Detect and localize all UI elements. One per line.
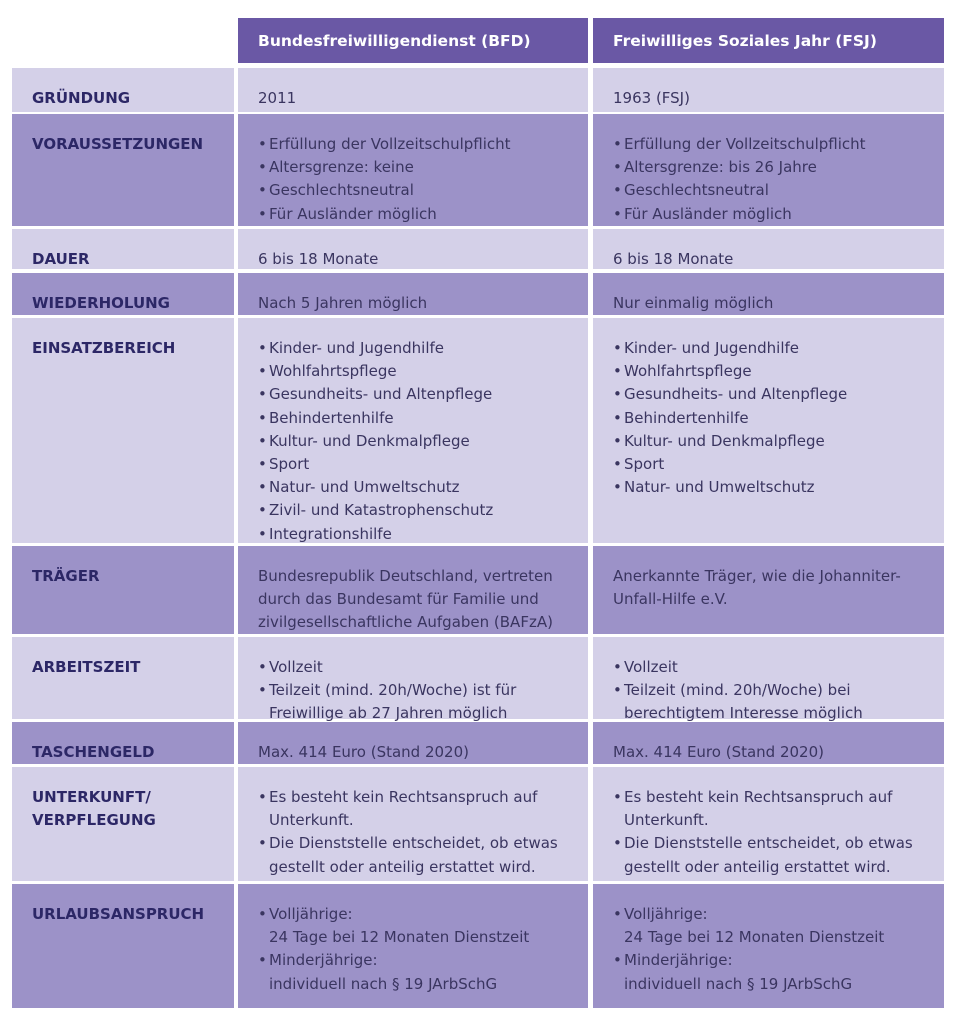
row-label [12,884,234,1008]
row-label-text: GRÜNDUNG [32,89,131,107]
row-label [12,637,234,719]
bfd-cell [238,546,588,634]
fsj-text: Nur einmalig möglich [613,294,774,312]
list-item-text: Kultur- und Denkmalpflege [624,431,825,450]
list-item [258,430,572,453]
row-label-text: EINSATZBEREICH [32,339,176,357]
list-item [613,786,928,832]
list-item-text: Sport [624,455,665,474]
list-item [613,360,928,383]
fsj-list [613,133,928,226]
list-item-text: Für Ausländer möglich [624,204,792,223]
row-label-text: DAUER [32,250,90,268]
list-item [258,949,572,995]
row-traeger [12,546,944,634]
row-urlaubsanspruch [12,884,944,1008]
list-item [258,656,572,679]
list-item [258,179,572,202]
fsj-list [613,903,928,996]
list-item-text: Kultur- und Denkmalpflege [269,431,470,450]
row-label-text: TRÄGER [32,567,100,585]
fsj-cell [593,884,944,1008]
list-item-text: Volljährige: 24 Tage bei 12 Monaten Dienstzeit [269,905,530,947]
list-item [258,679,572,725]
list-item [613,476,928,499]
fsj-text: Max. 414 Euro (Stand 2020) [613,743,824,761]
list-item-text: Erfüllung der Vollzeitschulpflicht [624,135,866,153]
list-item [258,407,572,430]
bfd-cell [238,884,588,1008]
list-item [258,383,572,406]
list-item-text: Behindertenhilfe [624,408,749,427]
fsj-list [613,656,928,726]
column-header-fsj: Freiwilliges Soziales Jahr (FSJ) [593,18,944,63]
list-item-text: Vollzeit [624,658,678,676]
row-gruendung [12,68,944,112]
row-unterkunft-verpflegung [12,767,944,881]
bfd-cell [238,722,588,764]
row-label [12,229,234,269]
list-item-text: Altersgrenze: keine [269,158,414,177]
bfd-cell [238,114,588,226]
list-item-text: Für Ausländer möglich [269,204,437,223]
list-item-text: Teilzeit (mind. 20h/Woche) ist für Freiwillige ab 27 Jahren möglich [269,681,517,723]
list-item [613,656,928,679]
list-item [613,949,928,995]
bfd-list [258,133,572,226]
list-item [613,903,928,949]
row-einsatzbereich [12,318,944,543]
row-label-text: TASCHENGELD [32,743,155,761]
row-label [12,546,234,634]
fsj-text: 6 bis 18 Monate [613,250,734,268]
fsj-list [613,337,928,499]
row-label [12,114,234,226]
list-item-text: Natur- und Umweltschutz [269,478,460,497]
list-item [613,832,928,878]
column-header-bfd: Bundesfreiwilligendienst (BFD) [238,18,588,63]
list-item [613,179,928,202]
list-item [258,156,572,179]
row-label [12,722,234,764]
fsj-cell [593,273,944,315]
bfd-text: Max. 414 Euro (Stand 2020) [258,743,469,761]
list-item-text: Wohlfahrtspflege [269,362,397,381]
fsj-cell [593,114,944,226]
row-label-text: WIEDERHOLUNG [32,294,170,312]
fsj-cell [593,318,944,543]
list-item-text: Integrationshilfe [269,524,392,543]
list-item-text: Altersgrenze: bis 26 Jahre [624,158,817,177]
fsj-cell [593,229,944,269]
list-item-text: Erfüllung der Vollzeitschulpflicht [269,135,511,153]
fsj-text: Anerkannte Träger, wie die Johanniter-Unfall-Hilfe e.V. [613,567,901,609]
list-item-text: Wohlfahrtspflege [624,362,752,381]
fsj-cell [593,767,944,881]
bfd-text: Bundesrepublik Deutschland, vertreten durch das Bundesamt für Familie und zivilgesellschaftliche Aufgaben (BAFzA) [258,567,553,632]
bfd-cell [238,318,588,543]
row-label [12,767,234,881]
bfd-list [258,903,572,996]
row-label [12,318,234,543]
list-item-text: Es besteht kein Rechtsanspruch auf Unterkunft. [269,788,538,830]
row-label-text: ARBEITSZEIT [32,658,141,676]
list-item-text: Die Dienststelle entscheidet, ob etwas gestellt oder anteilig erstattet wird. [624,834,913,876]
list-item [613,407,928,430]
bfd-cell [238,68,588,112]
list-item-text: Minderjährige: individuell nach § 19 JArbSchG [269,951,498,993]
list-item-text: Teilzeit (mind. 20h/Woche) bei berechtigtem Interesse möglich [624,681,863,723]
list-item-text: Geschlechtsneutral [269,181,414,200]
list-item-text: Minderjährige: individuell nach § 19 JArbSchG [624,951,853,993]
fsj-cell [593,68,944,112]
bfd-cell [238,273,588,315]
bfd-text: 6 bis 18 Monate [258,250,379,268]
row-arbeitszeit [12,637,944,723]
row-label-text: URLAUBSANSPRUCH [32,905,205,923]
list-item [258,203,572,226]
row-dauer [12,229,944,269]
list-item-text: Gesundheits- und Altenpflege [624,385,848,404]
fsj-text: 1963 (FSJ) [613,89,690,107]
bfd-text: 2011 [258,89,297,107]
list-item [258,903,572,949]
list-item [613,430,928,453]
bfd-list [258,656,572,726]
fsj-cell [593,546,944,634]
list-item [613,453,928,476]
list-item [258,523,572,546]
list-item-text: Vollzeit [269,658,323,676]
row-wiederholung [12,273,944,315]
bfd-cell [238,229,588,269]
list-item [258,499,572,522]
row-voraussetzungen [12,114,944,226]
list-item [258,337,572,360]
row-label-text: VORAUSSETZUNGEN [32,135,204,153]
row-label-text: UNTERKUNFT/ VERPFLEGUNG [32,788,156,829]
list-item [258,453,572,476]
list-item-text: Es besteht kein Rechtsanspruch auf Unterkunft. [624,788,893,830]
fsj-cell [593,637,944,723]
list-item-text: Sport [269,455,310,474]
list-item-text: Behindertenhilfe [269,408,394,427]
list-item [258,832,572,878]
row-label [12,68,234,112]
list-item [613,337,928,360]
row-label [12,273,234,315]
bfd-cell [238,767,588,881]
list-item-text: Gesundheits- und Altenpflege [269,385,493,404]
list-item-text: Die Dienststelle entscheidet, ob etwas gestellt oder anteilig erstattet wird. [269,834,558,876]
list-item-text: Natur- und Umweltschutz [624,478,815,497]
list-item [613,383,928,406]
bfd-list [258,337,572,546]
list-item-text: Kinder- und Jugendhilfe [624,339,800,357]
list-item [613,156,928,179]
list-item [258,786,572,832]
fsj-cell [593,722,944,764]
list-item [613,679,928,725]
list-item [613,133,928,156]
list-item-text: Zivil- und Katastrophenschutz [269,501,494,520]
bfd-list [258,786,572,879]
list-item-text: Kinder- und Jugendhilfe [269,339,445,357]
list-item-text: Volljährige: 24 Tage bei 12 Monaten Dienstzeit [624,905,885,947]
list-item [258,360,572,383]
fsj-list [613,786,928,879]
list-item [258,476,572,499]
bfd-cell [238,637,588,723]
list-item [258,133,572,156]
list-item [613,203,928,226]
list-item-text: Geschlechtsneutral [624,181,769,200]
bfd-text: Nach 5 Jahren möglich [258,294,428,312]
row-taschengeld [12,722,944,764]
